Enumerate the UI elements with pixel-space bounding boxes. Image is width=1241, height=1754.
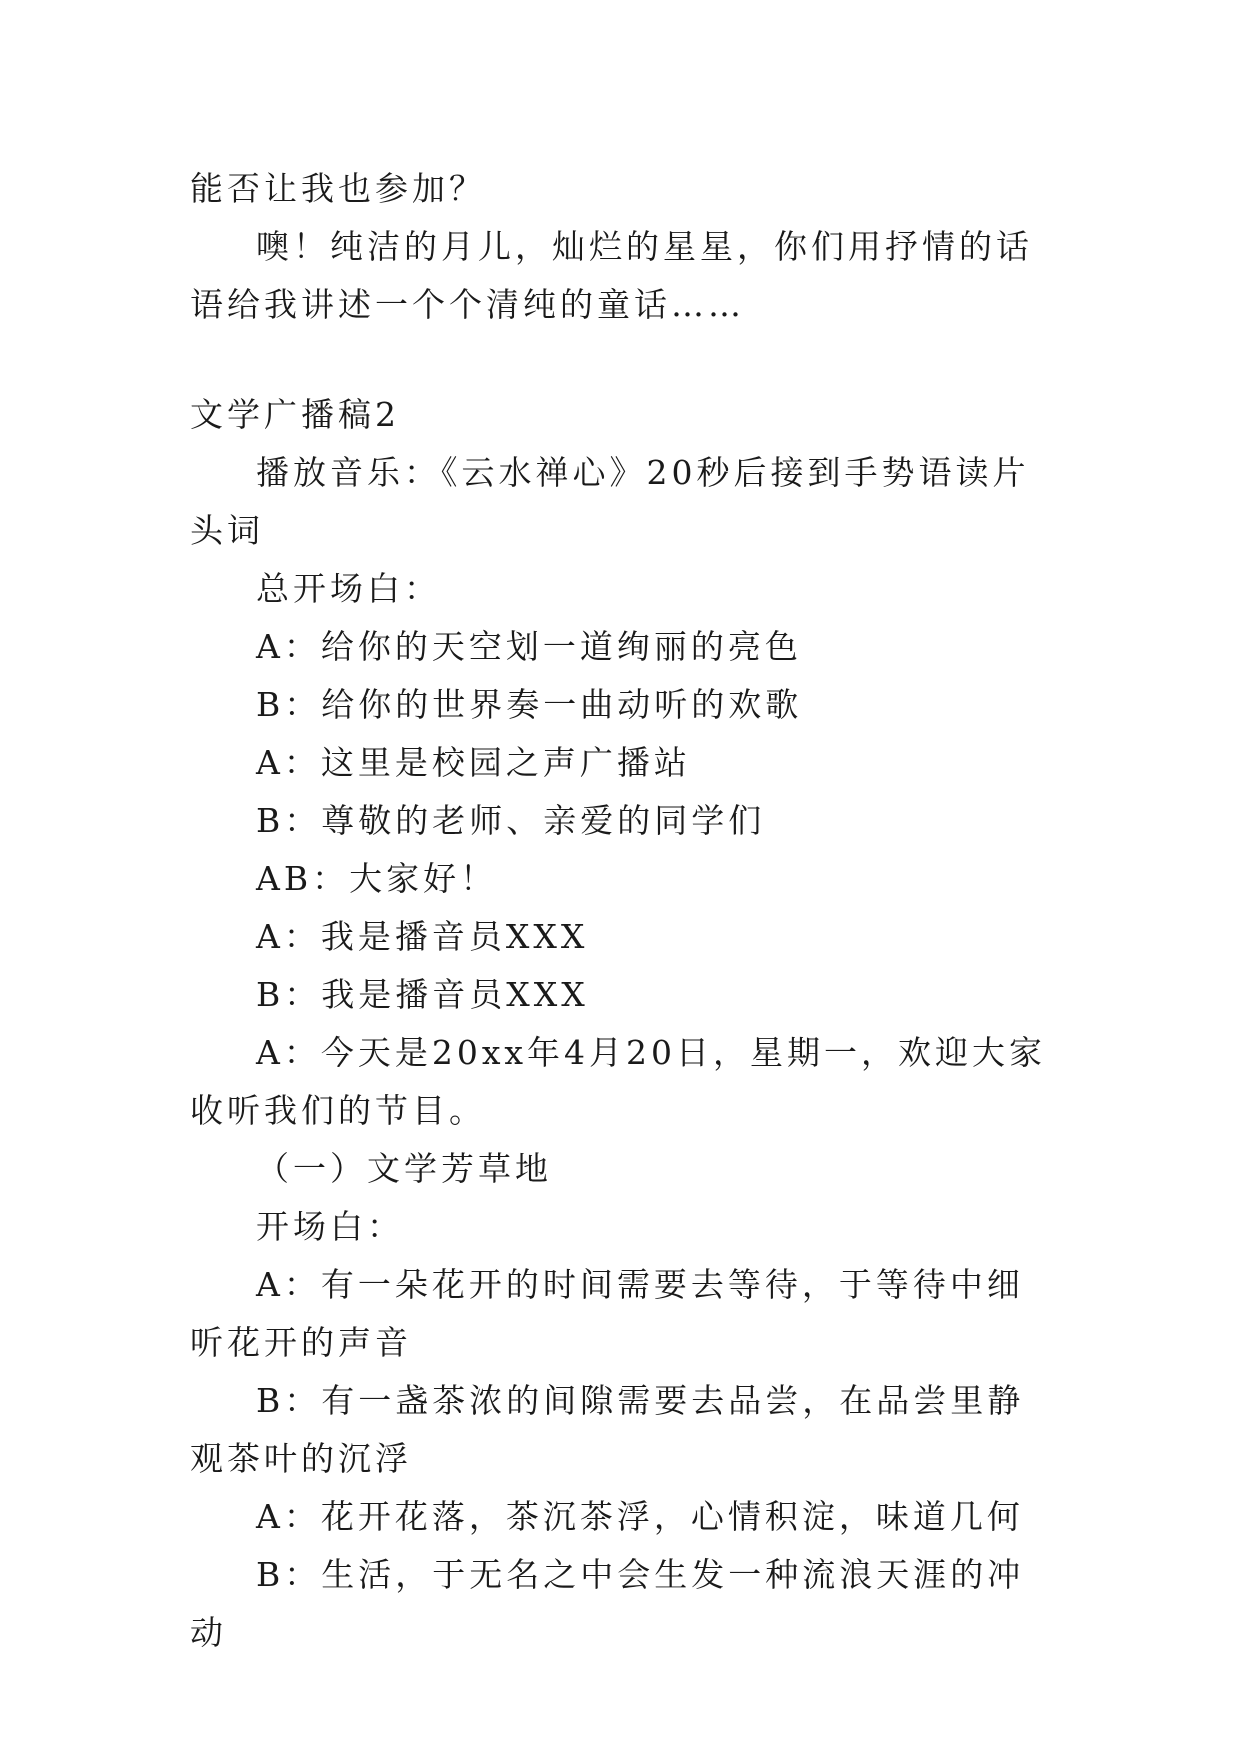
document-text [190,160,1050,1662]
paragraph: B：尊敬的老师、亲爱的同学们 [256,801,766,840]
paragraph: A：花开花落，茶沉茶浮，心情积淀，味道几何 [256,1497,1024,1536]
paragraph: B：有一盏茶浓的间隙需要去品尝，在品尝里静观茶叶的沉浮 [190,1381,1025,1478]
paragraph: A：给你的天空划一道绚丽的亮色 [256,627,802,666]
paragraph: B：给你的世界奏一曲动听的欢歌 [256,685,803,724]
paragraph: 播放音乐：《云水禅心》20秒后接到手势语读片头词 [190,453,1030,550]
section-title: 文学广播稿2 [190,395,400,434]
paragraph: A：今天是20xx年4月20日，星期一，欢迎大家收听我们的节目。 [190,1033,1047,1130]
paragraph: A：这里是校园之声广播站 [256,743,691,782]
paragraph: 开场白： [256,1207,404,1246]
paragraph-intro-1: 能否让我也参加？ [190,169,486,208]
paragraph: AB：大家好！ [256,859,498,898]
paragraph: A：有一朵花开的时间需要去等待，于等待中细听花开的声音 [190,1265,1024,1362]
paragraph: A：我是播音员XXX [256,917,589,956]
paragraph: （一）文学芳草地 [256,1149,552,1188]
paragraph: B：生活，于无名之中会生发一种流浪天涯的冲动 [190,1555,1025,1652]
paragraph-intro-2: 噢！纯洁的月儿，灿烂的星星，你们用抒情的话语给我讲述一个个清纯的童话…… [190,227,1033,324]
paragraph: B：我是播音员XXX [256,975,589,1014]
paragraph: 总开场白： [256,569,441,608]
